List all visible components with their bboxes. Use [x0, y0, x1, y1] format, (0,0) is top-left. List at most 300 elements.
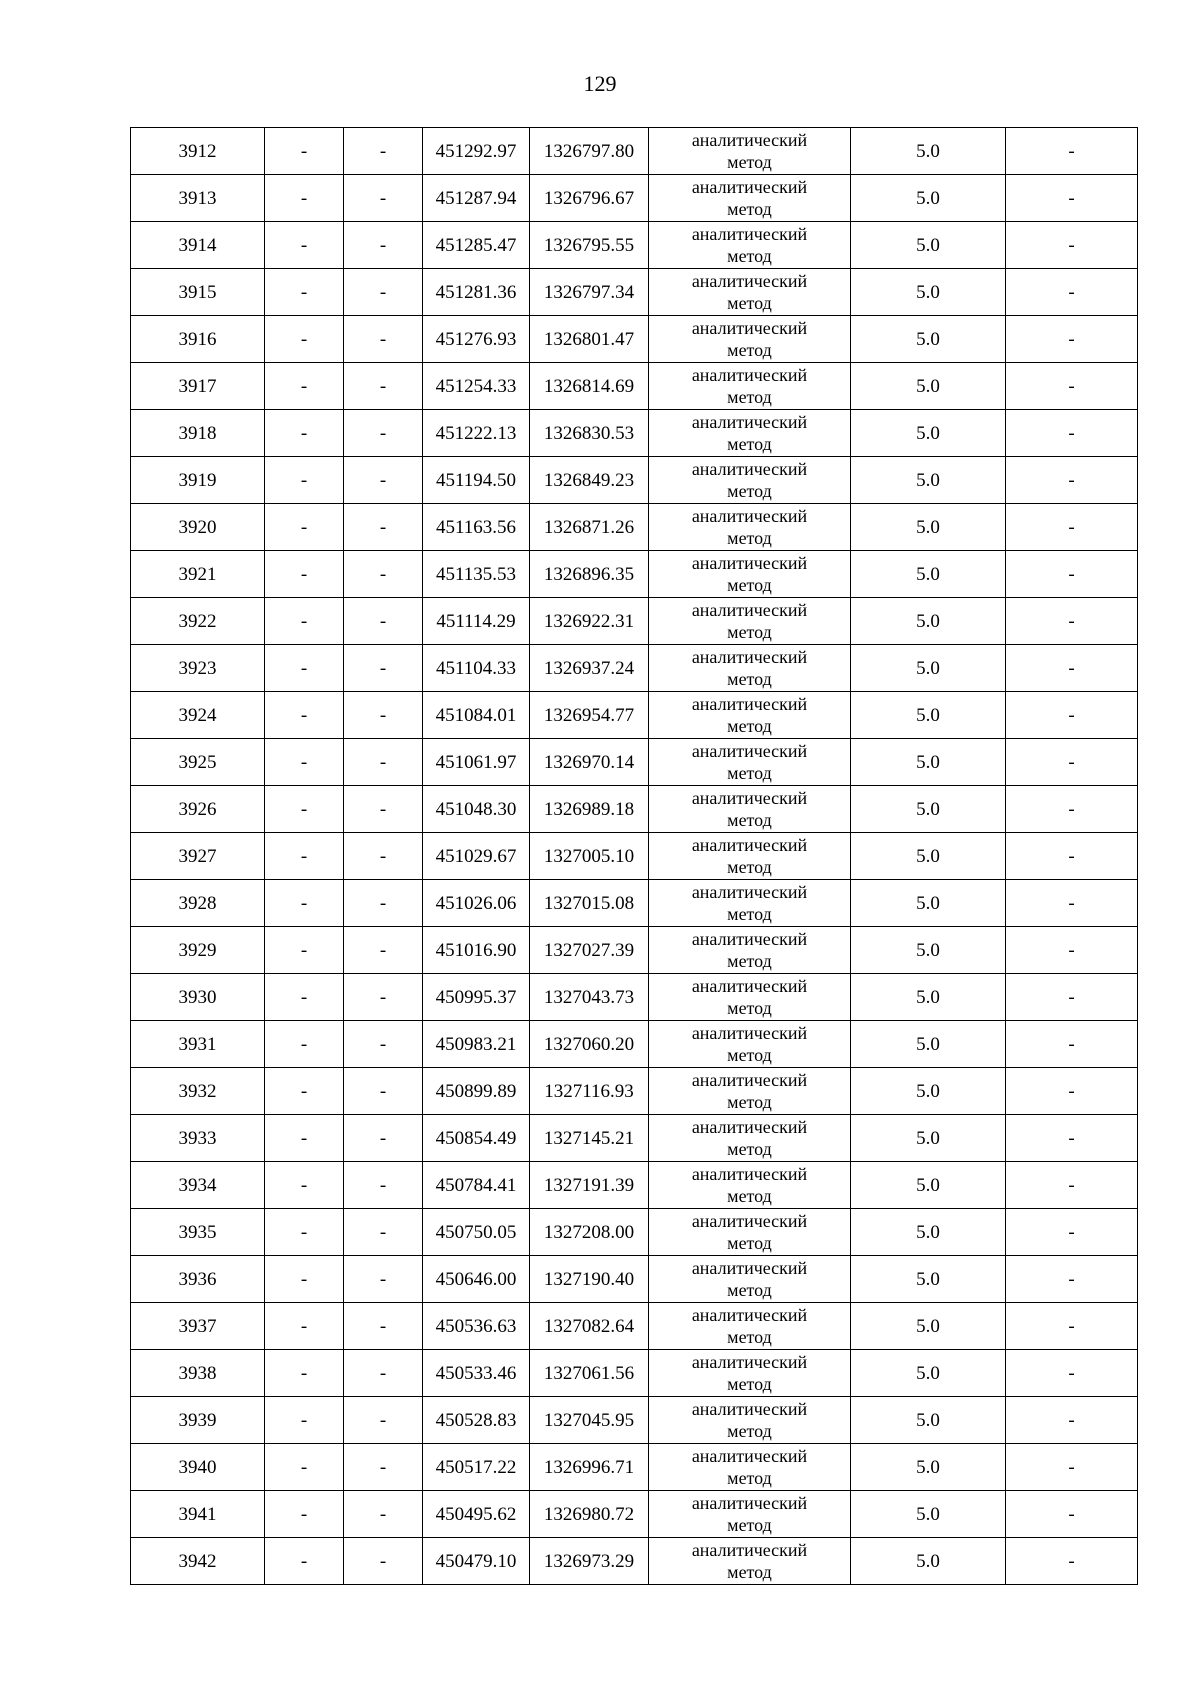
method-line-2: метод: [727, 1374, 772, 1394]
accuracy-cell: 5.0: [851, 598, 1006, 645]
x-coordinate-cell: 451292.97: [423, 128, 530, 175]
method-line-1: аналитический: [691, 1211, 808, 1231]
method-cell: [649, 692, 851, 739]
x-coordinate-cell: 451048.30: [423, 786, 530, 833]
method-line-2: метод: [727, 1139, 772, 1159]
point-number-cell: 3917: [131, 363, 265, 410]
empty-col-1-cell: -: [265, 598, 344, 645]
method-line-2: метод: [727, 1280, 772, 1300]
y-coordinate-cell: 1326937.24: [530, 645, 649, 692]
accuracy-cell: 5.0: [851, 1162, 1006, 1209]
point-number-cell: 3920: [131, 504, 265, 551]
method-line-2: метод: [727, 1045, 772, 1065]
method-line-2: метод: [727, 1468, 772, 1488]
method-cell: [649, 1538, 851, 1585]
table-row: [131, 598, 1138, 645]
x-coordinate-cell: 451016.90: [423, 927, 530, 974]
note-cell: -: [1006, 1209, 1138, 1256]
empty-col-2-cell: -: [344, 410, 423, 457]
x-coordinate-cell: 450983.21: [423, 1021, 530, 1068]
method-cell: [649, 363, 851, 410]
point-number-cell: 3915: [131, 269, 265, 316]
method-line-2: метод: [727, 293, 772, 313]
method-cell: [649, 1303, 851, 1350]
empty-col-2-cell: -: [344, 128, 423, 175]
y-coordinate-cell: 1326801.47: [530, 316, 649, 363]
y-coordinate-cell: 1326797.34: [530, 269, 649, 316]
x-coordinate-cell: 451084.01: [423, 692, 530, 739]
table-row: [131, 645, 1138, 692]
note-cell: -: [1006, 598, 1138, 645]
empty-col-1-cell: -: [265, 833, 344, 880]
empty-col-2-cell: -: [344, 1397, 423, 1444]
method-line-2: метод: [727, 716, 772, 736]
method-cell: [649, 175, 851, 222]
method-line-1: аналитический: [691, 1540, 808, 1560]
y-coordinate-cell: 1326830.53: [530, 410, 649, 457]
accuracy-cell: 5.0: [851, 1397, 1006, 1444]
note-cell: -: [1006, 833, 1138, 880]
method-line-1: аналитический: [691, 1164, 808, 1184]
empty-col-2-cell: -: [344, 1303, 423, 1350]
method-line-2: метод: [727, 857, 772, 877]
method-line-2: метод: [727, 951, 772, 971]
empty-col-1-cell: -: [265, 645, 344, 692]
table-row: [131, 410, 1138, 457]
note-cell: -: [1006, 1021, 1138, 1068]
x-coordinate-cell: 451281.36: [423, 269, 530, 316]
y-coordinate-cell: 1326996.71: [530, 1444, 649, 1491]
y-coordinate-cell: 1327060.20: [530, 1021, 649, 1068]
table-row: [131, 1491, 1138, 1538]
x-coordinate-cell: 450533.46: [423, 1350, 530, 1397]
accuracy-cell: 5.0: [851, 1068, 1006, 1115]
accuracy-cell: 5.0: [851, 1115, 1006, 1162]
empty-col-1-cell: -: [265, 1068, 344, 1115]
table-row: [131, 316, 1138, 363]
point-number-cell: 3932: [131, 1068, 265, 1115]
method-line-1: аналитический: [691, 130, 808, 150]
method-line-2: метод: [727, 1327, 772, 1347]
empty-col-2-cell: -: [344, 504, 423, 551]
table-row: [131, 1115, 1138, 1162]
method-line-2: метод: [727, 904, 772, 924]
method-line-1: аналитический: [691, 1023, 808, 1043]
point-number-cell: 3937: [131, 1303, 265, 1350]
empty-col-1-cell: -: [265, 1209, 344, 1256]
y-coordinate-cell: 1326796.67: [530, 175, 649, 222]
empty-col-1-cell: -: [265, 786, 344, 833]
x-coordinate-cell: 450995.37: [423, 974, 530, 1021]
accuracy-cell: 5.0: [851, 1444, 1006, 1491]
method-line-1: аналитический: [691, 1446, 808, 1466]
empty-col-2-cell: -: [344, 1350, 423, 1397]
x-coordinate-cell: 450528.83: [423, 1397, 530, 1444]
point-number-cell: 3940: [131, 1444, 265, 1491]
empty-col-1-cell: -: [265, 1397, 344, 1444]
table-body: [131, 128, 1138, 1585]
accuracy-cell: 5.0: [851, 833, 1006, 880]
accuracy-cell: 5.0: [851, 1256, 1006, 1303]
empty-col-1-cell: -: [265, 880, 344, 927]
note-cell: -: [1006, 175, 1138, 222]
x-coordinate-cell: 450750.05: [423, 1209, 530, 1256]
point-number-cell: 3927: [131, 833, 265, 880]
method-line-1: аналитический: [691, 1399, 808, 1419]
note-cell: -: [1006, 1491, 1138, 1538]
empty-col-2-cell: -: [344, 1491, 423, 1538]
empty-col-1-cell: -: [265, 739, 344, 786]
y-coordinate-cell: 1327190.40: [530, 1256, 649, 1303]
y-coordinate-cell: 1327061.56: [530, 1350, 649, 1397]
empty-col-1-cell: -: [265, 1350, 344, 1397]
empty-col-1-cell: -: [265, 1256, 344, 1303]
accuracy-cell: 5.0: [851, 457, 1006, 504]
x-coordinate-cell: 450479.10: [423, 1538, 530, 1585]
x-coordinate-cell: 451285.47: [423, 222, 530, 269]
method-cell: [649, 1115, 851, 1162]
empty-col-1-cell: -: [265, 316, 344, 363]
y-coordinate-cell: 1327082.64: [530, 1303, 649, 1350]
method-line-2: метод: [727, 152, 772, 172]
method-line-1: аналитический: [691, 506, 808, 526]
method-line-1: аналитический: [691, 224, 808, 244]
method-cell: [649, 1444, 851, 1491]
accuracy-cell: 5.0: [851, 175, 1006, 222]
point-number-cell: 3929: [131, 927, 265, 974]
point-number-cell: 3918: [131, 410, 265, 457]
table-row: [131, 974, 1138, 1021]
y-coordinate-cell: 1327191.39: [530, 1162, 649, 1209]
y-coordinate-cell: 1327045.95: [530, 1397, 649, 1444]
method-line-1: аналитический: [691, 1258, 808, 1278]
table-row: [131, 1256, 1138, 1303]
table-row: [131, 1444, 1138, 1491]
point-number-cell: 3923: [131, 645, 265, 692]
method-line-2: метод: [727, 199, 772, 219]
accuracy-cell: 5.0: [851, 1538, 1006, 1585]
note-cell: -: [1006, 269, 1138, 316]
method-line-1: аналитический: [691, 459, 808, 479]
method-cell: [649, 551, 851, 598]
x-coordinate-cell: 450646.00: [423, 1256, 530, 1303]
accuracy-cell: 5.0: [851, 222, 1006, 269]
x-coordinate-cell: 451276.93: [423, 316, 530, 363]
point-number-cell: 3916: [131, 316, 265, 363]
note-cell: -: [1006, 1538, 1138, 1585]
method-cell: [649, 222, 851, 269]
empty-col-2-cell: -: [344, 363, 423, 410]
note-cell: -: [1006, 222, 1138, 269]
method-line-1: аналитический: [691, 318, 808, 338]
method-line-1: аналитический: [691, 835, 808, 855]
note-cell: -: [1006, 1115, 1138, 1162]
method-cell: [649, 1350, 851, 1397]
y-coordinate-cell: 1327208.00: [530, 1209, 649, 1256]
accuracy-cell: 5.0: [851, 692, 1006, 739]
x-coordinate-cell: 451114.29: [423, 598, 530, 645]
method-cell: [649, 1162, 851, 1209]
table-row: [131, 1021, 1138, 1068]
method-line-1: аналитический: [691, 882, 808, 902]
y-coordinate-cell: 1326795.55: [530, 222, 649, 269]
y-coordinate-cell: 1327145.21: [530, 1115, 649, 1162]
accuracy-cell: 5.0: [851, 1303, 1006, 1350]
accuracy-cell: 5.0: [851, 410, 1006, 457]
method-line-2: метод: [727, 246, 772, 266]
method-line-2: метод: [727, 340, 772, 360]
y-coordinate-cell: 1326973.29: [530, 1538, 649, 1585]
table-row: [131, 457, 1138, 504]
point-number-cell: 3942: [131, 1538, 265, 1585]
point-number-cell: 3938: [131, 1350, 265, 1397]
accuracy-cell: 5.0: [851, 645, 1006, 692]
empty-col-1-cell: -: [265, 1021, 344, 1068]
table-row: [131, 1209, 1138, 1256]
method-line-2: метод: [727, 763, 772, 783]
empty-col-2-cell: -: [344, 1162, 423, 1209]
accuracy-cell: 5.0: [851, 974, 1006, 1021]
empty-col-2-cell: -: [344, 1068, 423, 1115]
note-cell: -: [1006, 1397, 1138, 1444]
method-line-1: аналитический: [691, 412, 808, 432]
empty-col-2-cell: -: [344, 551, 423, 598]
method-line-1: аналитический: [691, 929, 808, 949]
x-coordinate-cell: 450854.49: [423, 1115, 530, 1162]
x-coordinate-cell: 451061.97: [423, 739, 530, 786]
table-row: [131, 739, 1138, 786]
point-number-cell: 3913: [131, 175, 265, 222]
x-coordinate-cell: 451254.33: [423, 363, 530, 410]
method-line-2: метод: [727, 387, 772, 407]
coordinates-table: [130, 127, 1138, 1585]
accuracy-cell: 5.0: [851, 1209, 1006, 1256]
method-line-2: метод: [727, 622, 772, 642]
table-row: [131, 363, 1138, 410]
note-cell: -: [1006, 692, 1138, 739]
point-number-cell: 3941: [131, 1491, 265, 1538]
method-cell: [649, 974, 851, 1021]
empty-col-2-cell: -: [344, 880, 423, 927]
point-number-cell: 3926: [131, 786, 265, 833]
y-coordinate-cell: 1326922.31: [530, 598, 649, 645]
note-cell: -: [1006, 128, 1138, 175]
note-cell: -: [1006, 1068, 1138, 1115]
empty-col-1-cell: -: [265, 927, 344, 974]
note-cell: -: [1006, 739, 1138, 786]
method-line-1: аналитический: [691, 647, 808, 667]
method-cell: [649, 1256, 851, 1303]
point-number-cell: 3939: [131, 1397, 265, 1444]
x-coordinate-cell: 450784.41: [423, 1162, 530, 1209]
empty-col-2-cell: -: [344, 269, 423, 316]
method-line-2: метод: [727, 1233, 772, 1253]
empty-col-2-cell: -: [344, 974, 423, 1021]
table-row: [131, 1538, 1138, 1585]
empty-col-2-cell: -: [344, 175, 423, 222]
empty-col-1-cell: -: [265, 974, 344, 1021]
point-number-cell: 3919: [131, 457, 265, 504]
accuracy-cell: 5.0: [851, 363, 1006, 410]
method-cell: [649, 410, 851, 457]
note-cell: -: [1006, 457, 1138, 504]
empty-col-1-cell: -: [265, 175, 344, 222]
method-line-2: метод: [727, 998, 772, 1018]
empty-col-1-cell: -: [265, 1115, 344, 1162]
method-cell: [649, 739, 851, 786]
empty-col-2-cell: -: [344, 739, 423, 786]
accuracy-cell: 5.0: [851, 128, 1006, 175]
accuracy-cell: 5.0: [851, 880, 1006, 927]
method-line-2: метод: [727, 1186, 772, 1206]
method-cell: [649, 316, 851, 363]
method-cell: [649, 269, 851, 316]
table-row: [131, 551, 1138, 598]
empty-col-2-cell: -: [344, 1021, 423, 1068]
y-coordinate-cell: 1327005.10: [530, 833, 649, 880]
accuracy-cell: 5.0: [851, 269, 1006, 316]
note-cell: -: [1006, 316, 1138, 363]
table-row: [131, 1350, 1138, 1397]
method-cell: [649, 645, 851, 692]
note-cell: -: [1006, 551, 1138, 598]
note-cell: -: [1006, 1444, 1138, 1491]
method-line-1: аналитический: [691, 1493, 808, 1513]
method-cell: [649, 504, 851, 551]
y-coordinate-cell: 1327027.39: [530, 927, 649, 974]
empty-col-1-cell: -: [265, 410, 344, 457]
empty-col-1-cell: -: [265, 1444, 344, 1491]
empty-col-1-cell: -: [265, 457, 344, 504]
method-cell: [649, 927, 851, 974]
accuracy-cell: 5.0: [851, 927, 1006, 974]
method-line-1: аналитический: [691, 976, 808, 996]
empty-col-1-cell: -: [265, 363, 344, 410]
method-cell: [649, 1397, 851, 1444]
table-row: [131, 1068, 1138, 1115]
method-cell: [649, 880, 851, 927]
y-coordinate-cell: 1326871.26: [530, 504, 649, 551]
empty-col-2-cell: -: [344, 1209, 423, 1256]
empty-col-1-cell: -: [265, 1162, 344, 1209]
method-line-1: аналитический: [691, 1305, 808, 1325]
empty-col-1-cell: -: [265, 1303, 344, 1350]
note-cell: -: [1006, 927, 1138, 974]
point-number-cell: 3924: [131, 692, 265, 739]
y-coordinate-cell: 1326980.72: [530, 1491, 649, 1538]
x-coordinate-cell: 450495.62: [423, 1491, 530, 1538]
y-coordinate-cell: 1326849.23: [530, 457, 649, 504]
accuracy-cell: 5.0: [851, 1350, 1006, 1397]
page-number: 129: [583, 71, 617, 96]
empty-col-1-cell: -: [265, 1538, 344, 1585]
empty-col-2-cell: -: [344, 1256, 423, 1303]
empty-col-2-cell: -: [344, 1115, 423, 1162]
note-cell: -: [1006, 1162, 1138, 1209]
table-row: [131, 833, 1138, 880]
empty-col-1-cell: -: [265, 222, 344, 269]
point-number-cell: 3934: [131, 1162, 265, 1209]
table-row: [131, 269, 1138, 316]
x-coordinate-cell: 451104.33: [423, 645, 530, 692]
table-row: [131, 175, 1138, 222]
method-line-1: аналитический: [691, 365, 808, 385]
method-line-2: метод: [727, 1421, 772, 1441]
point-number-cell: 3936: [131, 1256, 265, 1303]
y-coordinate-cell: 1326989.18: [530, 786, 649, 833]
y-coordinate-cell: 1327015.08: [530, 880, 649, 927]
y-coordinate-cell: 1327043.73: [530, 974, 649, 1021]
method-line-2: метод: [727, 434, 772, 454]
empty-col-2-cell: -: [344, 692, 423, 739]
method-cell: [649, 786, 851, 833]
note-cell: -: [1006, 786, 1138, 833]
table-row: [131, 927, 1138, 974]
method-line-1: аналитический: [691, 177, 808, 197]
point-number-cell: 3914: [131, 222, 265, 269]
method-line-1: аналитический: [691, 1070, 808, 1090]
x-coordinate-cell: 451194.50: [423, 457, 530, 504]
table-row: [131, 222, 1138, 269]
method-line-1: аналитический: [691, 1352, 808, 1372]
note-cell: -: [1006, 974, 1138, 1021]
method-line-1: аналитический: [691, 1117, 808, 1137]
table-row: [131, 1303, 1138, 1350]
method-line-1: аналитический: [691, 694, 808, 714]
point-number-cell: 3921: [131, 551, 265, 598]
note-cell: -: [1006, 645, 1138, 692]
table-row: [131, 504, 1138, 551]
method-cell: [649, 598, 851, 645]
x-coordinate-cell: 451287.94: [423, 175, 530, 222]
x-coordinate-cell: 450517.22: [423, 1444, 530, 1491]
table-row: [131, 786, 1138, 833]
method-cell: [649, 1491, 851, 1538]
point-number-cell: 3928: [131, 880, 265, 927]
point-number-cell: 3930: [131, 974, 265, 1021]
empty-col-2-cell: -: [344, 1444, 423, 1491]
y-coordinate-cell: 1326954.77: [530, 692, 649, 739]
empty-col-2-cell: -: [344, 833, 423, 880]
method-cell: [649, 833, 851, 880]
method-line-2: метод: [727, 1562, 772, 1582]
point-number-cell: 3925: [131, 739, 265, 786]
empty-col-2-cell: -: [344, 598, 423, 645]
y-coordinate-cell: 1326814.69: [530, 363, 649, 410]
note-cell: -: [1006, 504, 1138, 551]
x-coordinate-cell: 451026.06: [423, 880, 530, 927]
method-line-2: метод: [727, 1515, 772, 1535]
note-cell: -: [1006, 1256, 1138, 1303]
method-cell: [649, 457, 851, 504]
note-cell: -: [1006, 1350, 1138, 1397]
empty-col-2-cell: -: [344, 1538, 423, 1585]
method-line-1: аналитический: [691, 741, 808, 761]
empty-col-1-cell: -: [265, 504, 344, 551]
accuracy-cell: 5.0: [851, 504, 1006, 551]
point-number-cell: 3922: [131, 598, 265, 645]
table-row: [131, 692, 1138, 739]
x-coordinate-cell: 451163.56: [423, 504, 530, 551]
method-cell: [649, 1209, 851, 1256]
empty-col-2-cell: -: [344, 222, 423, 269]
method-cell: [649, 1068, 851, 1115]
point-number-cell: 3931: [131, 1021, 265, 1068]
method-line-2: метод: [727, 669, 772, 689]
accuracy-cell: 5.0: [851, 551, 1006, 598]
empty-col-1-cell: -: [265, 1491, 344, 1538]
method-line-2: метод: [727, 575, 772, 595]
